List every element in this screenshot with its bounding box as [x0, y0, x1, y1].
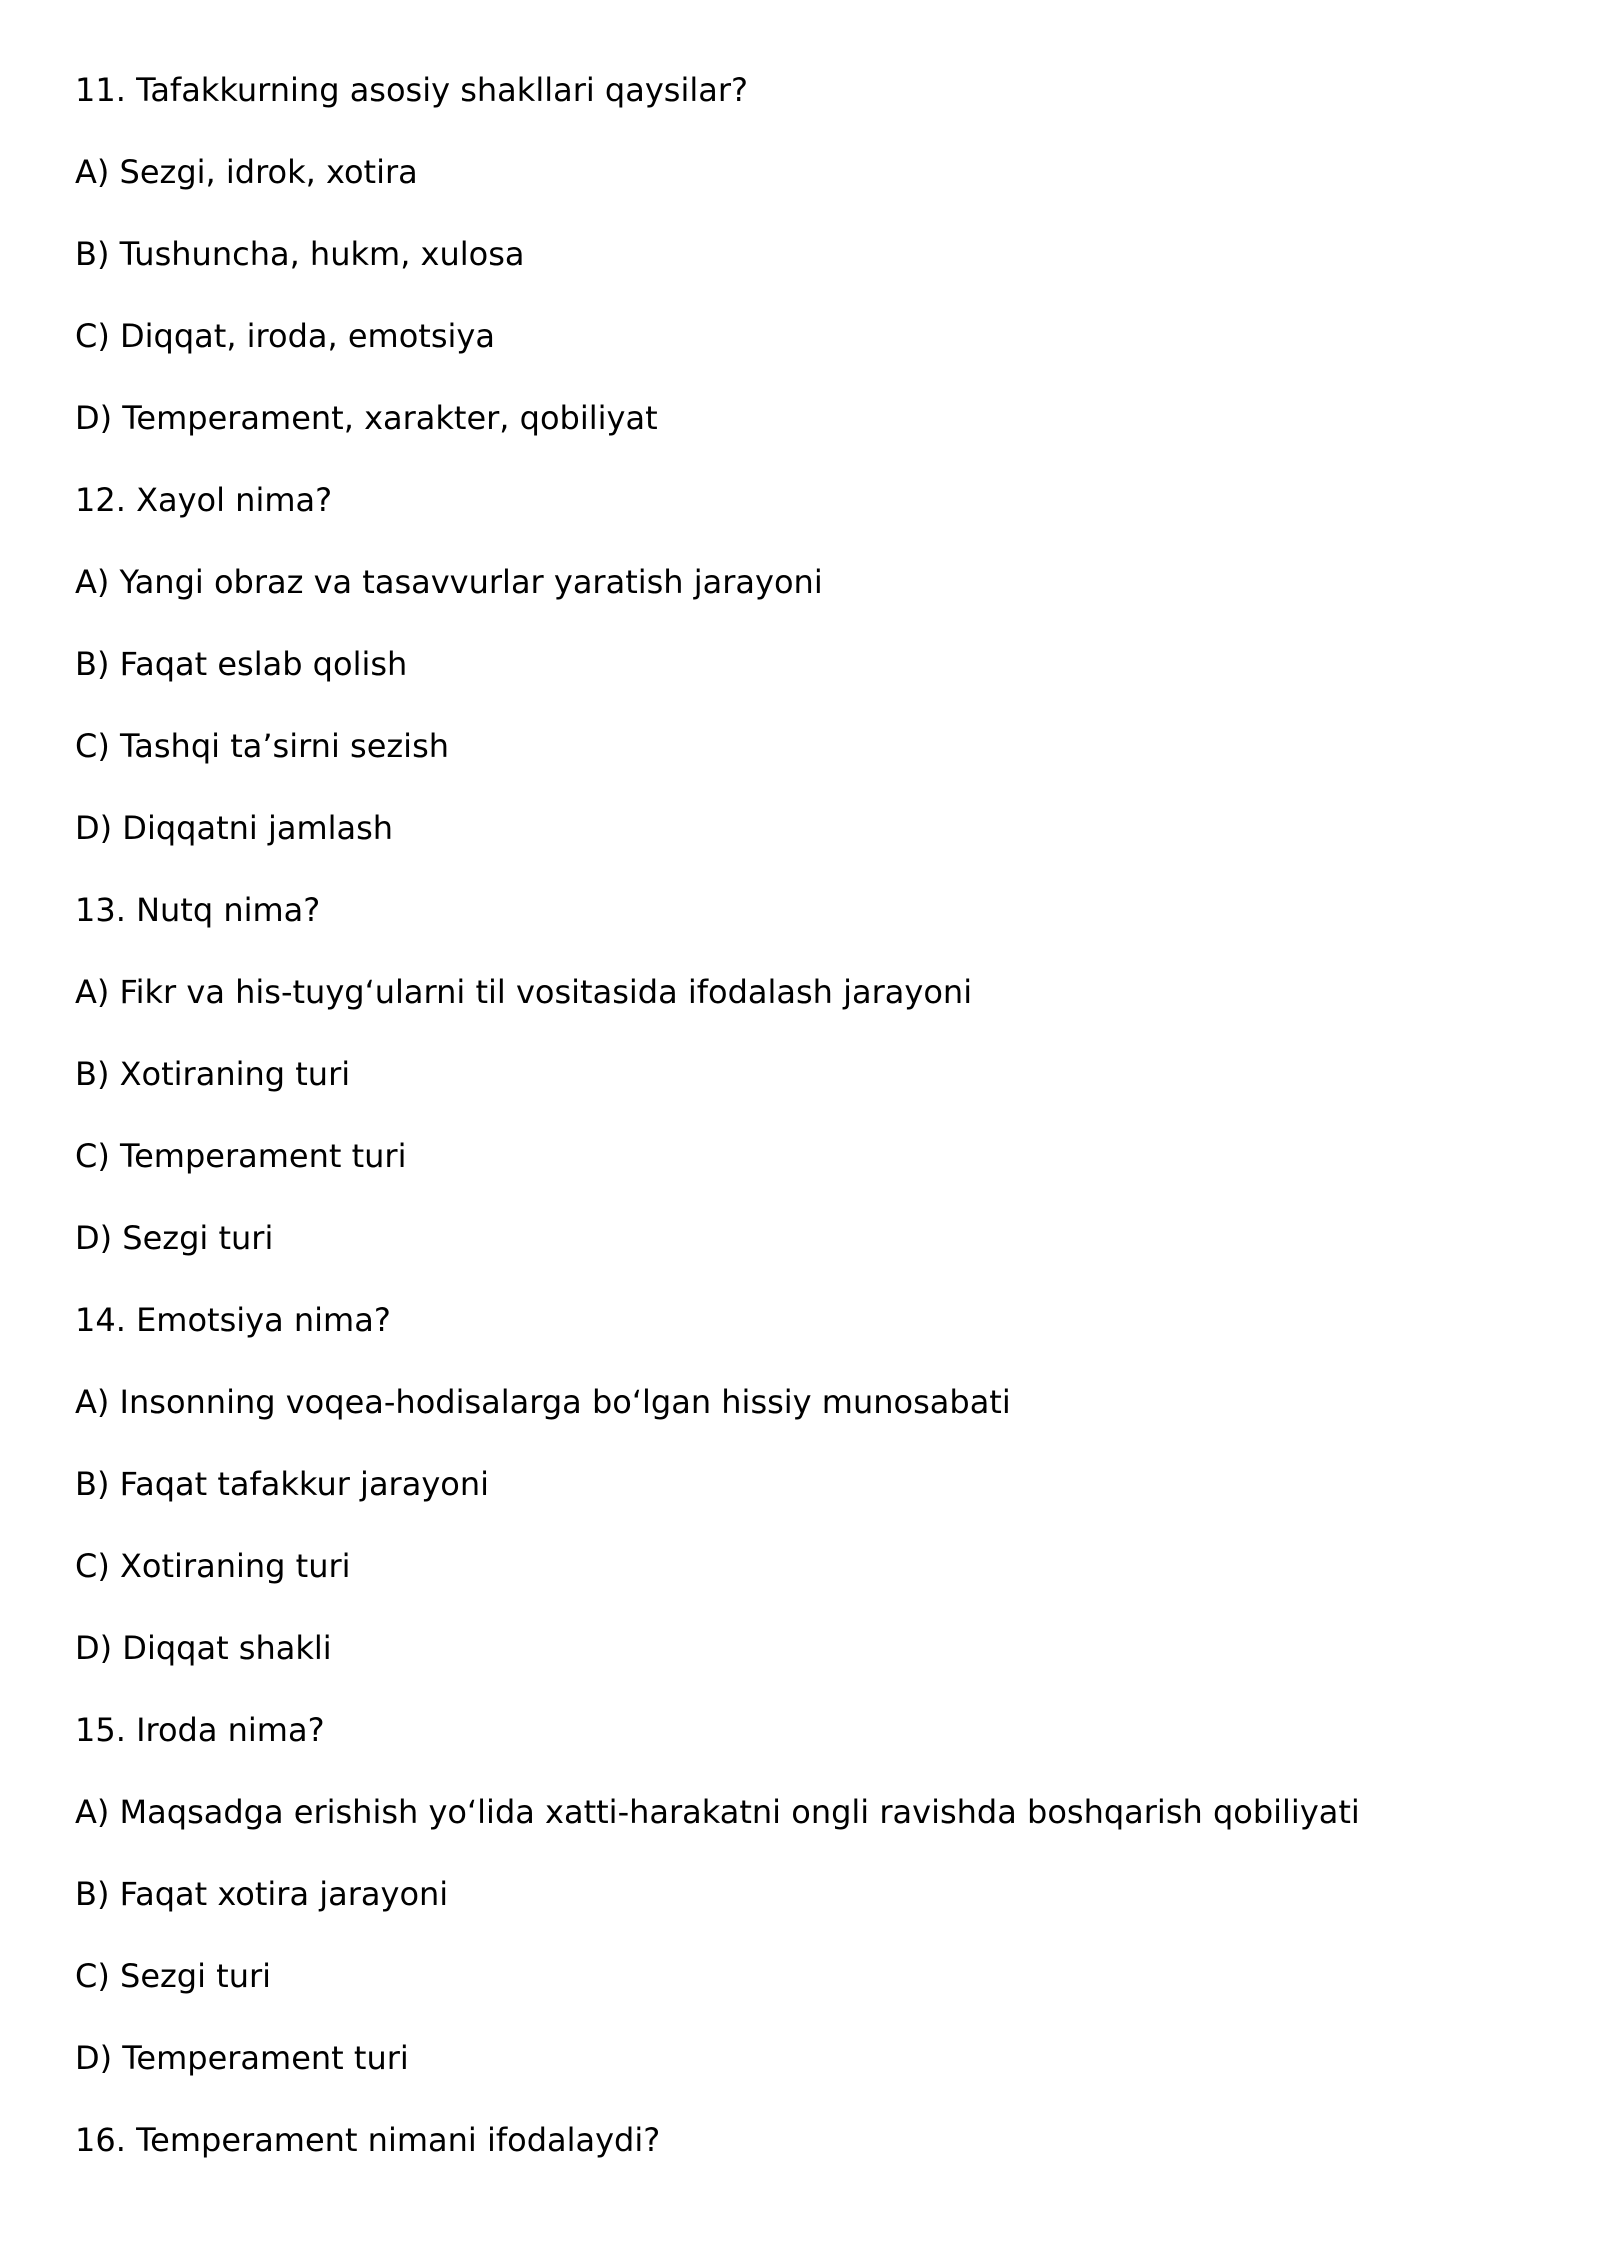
question-12-option-c: C) Tashqi ta’sirni sezish: [75, 727, 450, 765]
question-11-option-c: C) Diqqat, iroda, emotsiya: [75, 317, 495, 355]
question-15-option-b: B) Faqat xotira jarayoni: [75, 1875, 449, 1913]
question-14-option-a: A) Insonning voqea-hodisalarga bo‘lgan hissiy munosabati: [75, 1383, 1011, 1421]
question-13-option-a: A) Fikr va his-tuyg‘ularni til vositasida ifodalash jarayoni: [75, 973, 973, 1011]
question-14-option-c: C) Xotiraning turi: [75, 1547, 351, 1585]
question-13-option-c: C) Temperament turi: [75, 1137, 407, 1175]
question-15-option-d: D) Temperament turi: [75, 2039, 409, 2077]
question-13-option-b: B) Xotiraning turi: [75, 1055, 351, 1093]
question-14: 14. Emotsiya nima?: [75, 1301, 391, 1339]
question-14-option-d: D) Diqqat shakli: [75, 1629, 332, 1667]
question-12-option-a: A) Yangi obraz va tasavvurlar yaratish jarayoni: [75, 563, 823, 601]
question-11-option-b: B) Tushuncha, hukm, xulosa: [75, 235, 525, 273]
question-15-option-c: C) Sezgi turi: [75, 1957, 272, 1995]
question-15: 15. Iroda nima?: [75, 1711, 325, 1749]
question-11-option-d: D) Temperament, xarakter, qobiliyat: [75, 399, 658, 437]
question-16: 16. Temperament nimani ifodalaydi?: [75, 2121, 661, 2159]
question-15-option-a: A) Maqsadga erishish yo‘lida xatti-harakatni ongli ravishda boshqarish qobiliyati: [75, 1793, 1360, 1831]
document-page: [75, 70, 1525, 2202]
question-14-option-b: B) Faqat tafakkur jarayoni: [75, 1465, 489, 1503]
question-11-option-a: A) Sezgi, idrok, xotira: [75, 153, 418, 191]
question-12-option-d: D) Diqqatni jamlash: [75, 809, 394, 847]
question-13: 13. Nutq nima?: [75, 891, 321, 929]
question-12: 12. Xayol nima?: [75, 481, 333, 519]
question-12-option-b: B) Faqat eslab qolish: [75, 645, 408, 683]
question-11: 11. Tafakkurning asosiy shakllari qaysilar?: [75, 71, 748, 109]
question-13-option-d: D) Sezgi turi: [75, 1219, 274, 1257]
